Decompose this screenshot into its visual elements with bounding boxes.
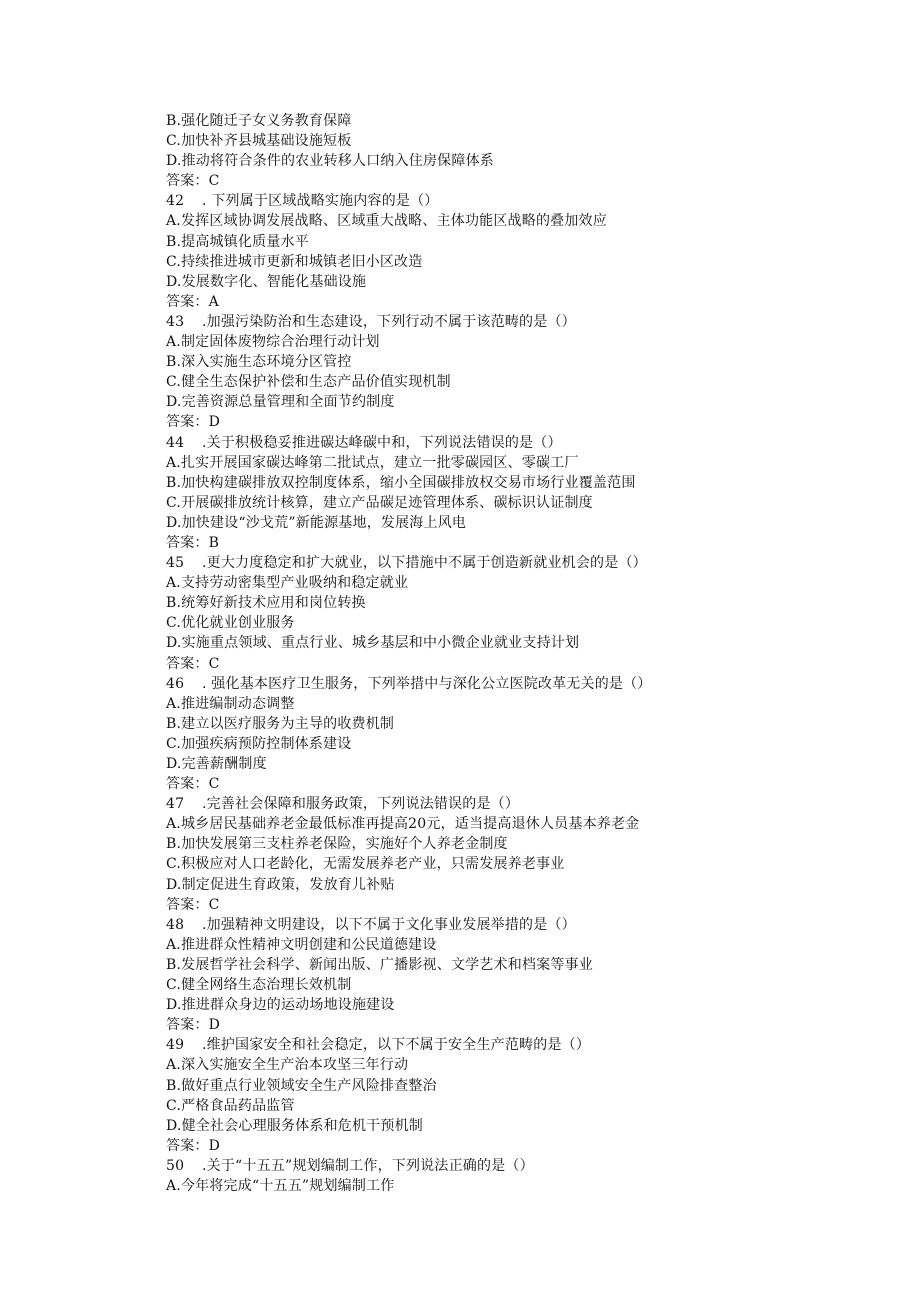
- option-line: B.深入实施生态环境分区管控: [166, 354, 352, 371]
- option-line: D.制定促进生育政策，发放育儿补贴: [166, 876, 395, 893]
- option-line: A.制定固体废物综合治理行动计划: [166, 334, 380, 351]
- option-line: B.统筹好新技术应用和岗位转换: [166, 595, 366, 612]
- question-stem: [166, 794, 886, 814]
- option-line: D.完善资源总量管理和全面节约制度: [166, 394, 395, 411]
- option-line: D.推进群众身边的运动场地设施建设: [166, 997, 395, 1014]
- question-number: 42: [166, 193, 185, 210]
- question-stem: [166, 191, 886, 211]
- option-line: A.城乡居民基础养老金最低标准再提高20元，适当提高退休人员基本养老金: [166, 816, 640, 833]
- option-line: A.支持劳动密集型产业吸纳和稳定就业: [166, 575, 409, 592]
- answer-line: 答案：C: [166, 896, 220, 913]
- option-line: A.推进编制动态调整: [166, 695, 295, 712]
- option-line: A.推进群众性精神文明创建和公民道德建设: [166, 936, 437, 953]
- question-number: 49: [166, 1037, 185, 1054]
- answer-line: 答案：D: [166, 414, 221, 431]
- option-line: C.优化就业创业服务: [166, 615, 295, 632]
- question-stem: [166, 915, 886, 935]
- question-stem: [166, 553, 886, 573]
- option-line: A.扎实开展国家碳达峰第二批试点，建立一批零碳园区、零碳工厂: [166, 454, 579, 471]
- option-line: A.发挥区域协调发展战略、区域重大战略、主体功能区战略的叠加效应: [166, 213, 607, 230]
- question-number: 44: [166, 434, 185, 451]
- question-text: . 下列属于区域战略实施内容的是（）: [202, 193, 439, 210]
- option-line: D.发展数字化、智能化基础设施: [166, 273, 367, 290]
- answer-line: 答案：C: [166, 173, 220, 190]
- question-number: 50: [166, 1157, 185, 1174]
- question-number: 45: [166, 555, 185, 572]
- question-stem: [166, 1156, 886, 1176]
- answer-line: 答案：B: [166, 534, 220, 551]
- option-line: C.严格食品药品监管: [166, 1097, 295, 1114]
- option-line: B.强化随迁子女义务教育保障: [166, 113, 352, 129]
- question-text: .关于“十五五”规划编制工作，下列说法正确的是（）: [202, 1157, 534, 1174]
- option-line: C.开展碳排放统计核算，建立产品碳足迹管理体系、碳标识认证制度: [166, 494, 593, 511]
- option-line: B.提高城镇化质量水平: [166, 233, 309, 250]
- option-line: C.持续推进城市更新和城镇老旧小区改造: [166, 253, 423, 270]
- option-line: C.健全网络生态治理长效机制: [166, 977, 352, 994]
- answer-line: 答案：C: [166, 655, 220, 672]
- question-text: . 强化基本医疗卫生服务，下列举措中与深化公立医院改革无关的是（）: [202, 675, 652, 692]
- question-text: .关于积极稳妥推进碳达峰碳中和，下列说法错误的是（）: [202, 434, 562, 451]
- question-stem: [166, 1035, 886, 1055]
- option-line: A.深入实施安全生产治本攻坚三年行动: [166, 1057, 409, 1074]
- question-text: .更大力度稳定和扩大就业，以下措施中不属于创造新就业机会的是（）: [202, 555, 647, 572]
- option-line: D.健全社会心理服务体系和危机干预机制: [166, 1117, 423, 1134]
- option-line: C.加快补齐县城基础设施短板: [166, 133, 352, 150]
- option-line: C.健全生态保护补偿和生态产品价值实现机制: [166, 374, 451, 391]
- option-line: B.建立以医疗服务为主导的收费机制: [166, 715, 395, 732]
- option-line: D.加快建设“沙戈荒”新能源基地，发展海上风电: [166, 514, 467, 531]
- document-body: [166, 111, 886, 1196]
- option-line: D.完善薪酬制度: [166, 756, 267, 772]
- question-text: .加强污染防治和生态建设，下列行动不属于该范畴的是（）: [202, 313, 576, 330]
- question-number: 46: [166, 675, 185, 692]
- answer-line: 答案：C: [166, 776, 220, 793]
- option-line: D.推动将符合条件的农业转移人口纳入住房保障体系: [166, 153, 494, 170]
- option-line: B.发展哲学社会科学、新闻出版、广播影视、文学艺术和档案等事业: [166, 956, 593, 973]
- question-stem: [166, 312, 886, 332]
- answer-line: 答案：D: [166, 1017, 221, 1034]
- option-line: B.加快构建碳排放双控制度体系，缩小全国碳排放权交易市场行业覆盖范围: [166, 474, 636, 491]
- option-line: C.加强疾病预防控制体系建设: [166, 735, 352, 752]
- option-line: D.实施重点领域、重点行业、城乡基层和中小微企业就业支持计划: [166, 635, 580, 652]
- option-line: B.做好重点行业领域安全生产风险排查整治: [166, 1077, 437, 1094]
- option-line: B.加快发展第三支柱养老保险，实施好个人养老金制度: [166, 836, 508, 853]
- question-number: 47: [166, 796, 185, 813]
- answer-line: 答案：A: [166, 293, 219, 310]
- question-text: .加强精神文明建设，以下不属于文化事业发展举措的是（）: [202, 916, 576, 933]
- question-text: .完善社会保障和服务政策，下列说法错误的是（）: [202, 796, 520, 813]
- question-number: 48: [166, 916, 185, 933]
- question-text: .维护国家安全和社会稳定，以下不属于安全生产范畴的是（）: [202, 1037, 591, 1054]
- answer-line: 答案：D: [166, 1137, 221, 1154]
- question-stem: [166, 674, 886, 694]
- option-line: A.今年将完成“十五五”规划编制工作: [166, 1177, 395, 1194]
- question-number: 43: [166, 313, 185, 330]
- question-stem: [166, 433, 886, 453]
- option-line: C.积极应对人口老龄化，无需发展养老产业，只需发展养老事业: [166, 856, 565, 873]
